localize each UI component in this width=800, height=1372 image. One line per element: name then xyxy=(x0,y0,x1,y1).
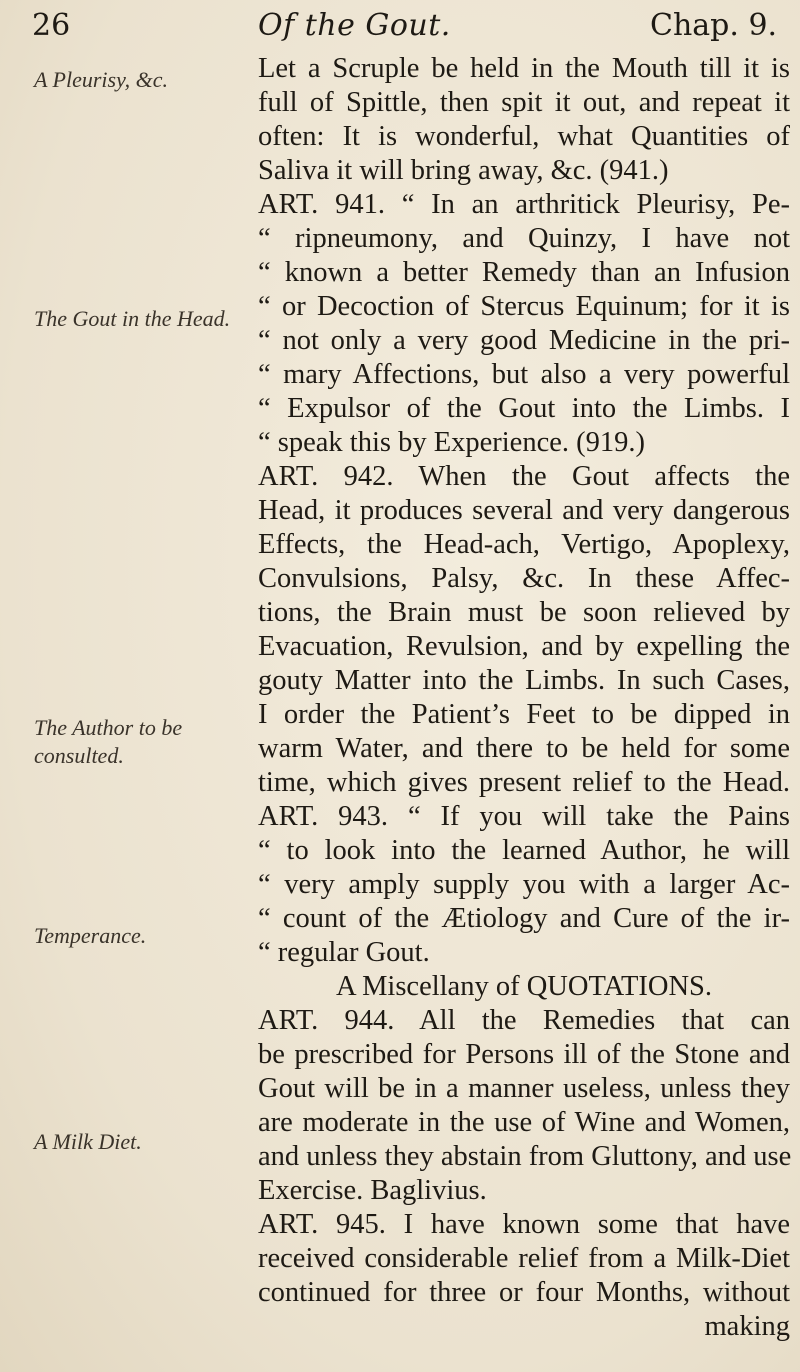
body-line: ART. 941. “ In an arthritick Pleurisy, Pe- xyxy=(258,189,790,220)
body-line: ART. 942. When the Gout affects the xyxy=(258,461,790,492)
body-line: “ not only a very good Medicine in the pri- xyxy=(258,325,790,356)
body-line: Exercise. Baglivius. xyxy=(258,1175,487,1206)
body-line: ART. 944. All the Remedies that can xyxy=(258,1005,790,1036)
body-line: ART. 945. I have known some that have xyxy=(258,1209,790,1240)
body-line: “ regular Gout. xyxy=(258,937,430,968)
body-line: often: It is wonderful, what Quantities of xyxy=(258,121,790,152)
body-line: time, which gives present relief to the Head. xyxy=(258,767,790,798)
body-line: “ Expulsor of the Gout into the Limbs. I xyxy=(258,393,790,424)
catchword: making xyxy=(704,1311,790,1342)
body-line: full of Spittle, then spit it out, and repeat it xyxy=(258,87,790,118)
body-line: “ mary Affections, but also a very powerful xyxy=(258,359,790,390)
body-line: ART. 943. “ If you will take the Pains xyxy=(258,801,790,832)
body-line: received considerable relief from a Milk-Diet xyxy=(258,1243,790,1274)
body-line: “ count of the Ætiology and Cure of the ir- xyxy=(258,903,790,934)
body-line: Effects, the Head-ach, Vertigo, Apoplexy, xyxy=(258,529,790,560)
running-title: Of the Gout. xyxy=(258,8,451,43)
body-line: Head, it produces several and very dangerous xyxy=(258,495,790,526)
body-line: “ ripneumony, and Quinzy, I have not xyxy=(258,223,790,254)
body-line: Convulsions, Palsy, &c. In these Affec- xyxy=(258,563,790,594)
body-line: Gout will be in a manner useless, unless they xyxy=(258,1073,790,1104)
margin-note-pleurisy: A Pleurisy, &c. xyxy=(34,67,169,92)
margin-note-temperance: Temperance. xyxy=(34,923,147,948)
body-line: “ known a better Remedy than an Infusion xyxy=(258,257,790,288)
body-line: Let a Scruple be held in the Mouth till it is xyxy=(258,53,790,84)
page-number: 26 xyxy=(32,8,71,43)
section-heading: A Miscellany of QUOTATIONS. xyxy=(335,971,713,1002)
body-line: warm Water, and there to be held for some xyxy=(258,733,790,764)
body-line: and unless they abstain from Gluttony, and use xyxy=(258,1141,792,1172)
body-line: tions, the Brain must be soon relieved by xyxy=(258,597,790,628)
body-line: “ or Decoction of Stercus Equinum; for it is xyxy=(258,291,790,322)
chapter-label: Chap. 9. xyxy=(650,8,778,43)
body-line: “ to look into the learned Author, he will xyxy=(258,835,790,866)
margin-note-gout-in-head: The Gout in the Head. xyxy=(34,306,231,331)
margin-note-milk-diet: A Milk Diet. xyxy=(34,1129,142,1154)
body-line: be prescribed for Persons ill of the Stone and xyxy=(258,1039,790,1070)
body-line: “ speak this by Experience. (919.) xyxy=(258,427,645,458)
body-line: are moderate in the use of Wine and Women, xyxy=(258,1107,790,1138)
body-line: continued for three or four Months, without xyxy=(258,1277,790,1308)
body-line: gouty Matter into the Limbs. In such Cases, xyxy=(258,665,790,696)
margin-note-author-consulted: The Author to be consulted. xyxy=(34,715,183,768)
body-line: Evacuation, Revulsion, and by expelling the xyxy=(258,631,790,662)
body-line: Saliva it will bring away, &c. (941.) xyxy=(258,155,669,186)
body-line: I order the Patient’s Feet to be dipped in xyxy=(258,699,790,730)
body-line: “ very amply supply you with a larger Ac- xyxy=(258,869,790,900)
